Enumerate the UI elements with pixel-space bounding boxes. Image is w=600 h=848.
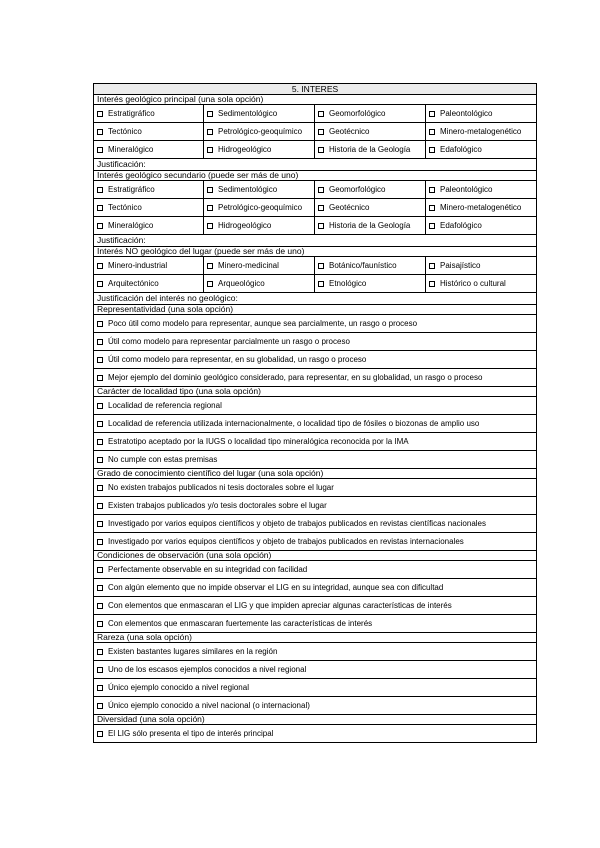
option-row <box>94 579 537 597</box>
option-cell <box>315 199 426 217</box>
option-cell <box>94 661 537 679</box>
option-cell <box>94 597 537 615</box>
option-row <box>94 697 537 715</box>
option-cell <box>204 257 315 275</box>
checkbox[interactable] <box>429 147 435 153</box>
option-cell <box>94 725 537 743</box>
option-label: Edafológico <box>440 145 482 154</box>
option-label: Investigado por varios equipos científicos y objeto de trabajos publicados en revistas científicas nacionales <box>108 519 486 528</box>
checkbox[interactable] <box>97 147 103 153</box>
option-label: Minero-industrial <box>108 261 168 270</box>
option-cell <box>94 123 204 141</box>
section-header: Condiciones de observación (una sola opción) <box>94 551 537 561</box>
section-header-row <box>94 633 537 643</box>
section-header: Diversidad (una sola opción) <box>94 715 537 725</box>
option-row <box>94 643 537 661</box>
section-header-row <box>94 95 537 105</box>
checkbox[interactable] <box>97 357 103 363</box>
option-label: Uno de los escasos ejemplos conocidos a nivel regional <box>108 665 307 674</box>
section-header: Grado de conocimiento científico del lugar (una sola opción) <box>94 469 537 479</box>
checkbox[interactable] <box>429 263 435 269</box>
option-cell <box>426 105 537 123</box>
option-label: Mineralógico <box>108 221 154 230</box>
checkbox[interactable] <box>97 457 103 463</box>
checkbox[interactable] <box>97 539 103 545</box>
option-cell <box>315 275 426 293</box>
option-row <box>94 679 537 697</box>
option-label: Con elementos que enmascaran el LIG y que impiden apreciar algunas características de interés <box>108 601 452 610</box>
option-cell <box>94 369 537 387</box>
option-cell <box>94 275 204 293</box>
checkbox[interactable] <box>97 421 103 427</box>
option-label: Existen trabajos publicados y/o tesis doctorales sobre el lugar <box>108 501 327 510</box>
option-row <box>94 199 537 217</box>
option-row <box>94 561 537 579</box>
section-header: Interés geológico principal (una sola opción) <box>94 95 537 105</box>
option-row <box>94 141 537 159</box>
section-header-row <box>94 305 537 315</box>
checkbox[interactable] <box>97 603 103 609</box>
checkbox[interactable] <box>429 111 435 117</box>
checkbox[interactable] <box>207 147 213 153</box>
option-label: Geotécnico <box>329 127 370 136</box>
option-row <box>94 397 537 415</box>
checkbox[interactable] <box>97 129 103 135</box>
option-label: Único ejemplo conocido a nivel nacional (o internacional) <box>108 701 310 710</box>
option-cell <box>94 533 537 551</box>
checkbox[interactable] <box>207 205 213 211</box>
section-header: Rareza (una sola opción) <box>94 633 537 643</box>
checkbox[interactable] <box>97 339 103 345</box>
option-label: Útil como modelo para representar parcialmente un rasgo o proceso <box>108 337 350 346</box>
option-label: Minero-metalogenético <box>440 127 522 136</box>
option-row <box>94 105 537 123</box>
section-header: Interés NO geológico del lugar (puede ser más de uno) <box>94 247 537 257</box>
checkbox[interactable] <box>318 111 324 117</box>
option-label: Tectónico <box>108 127 142 136</box>
option-label: Petrológico-geoquímico <box>218 127 303 136</box>
option-label: Estratigráfico <box>108 109 155 118</box>
option-cell <box>426 217 537 235</box>
section-title-row <box>94 84 537 95</box>
justification-label: Justificación: <box>94 235 537 247</box>
checkbox[interactable] <box>429 223 435 229</box>
justification-row <box>94 235 537 247</box>
option-row <box>94 123 537 141</box>
option-cell <box>94 181 204 199</box>
option-cell <box>94 105 204 123</box>
checkbox[interactable] <box>207 111 213 117</box>
option-cell <box>94 561 537 579</box>
option-label: Mineralógico <box>108 145 154 154</box>
checkbox[interactable] <box>318 263 324 269</box>
option-label: Existen bastantes lugares similares en la región <box>108 647 278 656</box>
option-label: Estratotipo aceptado por la IUGS o localidad tipo mineralógica reconocida por la IMA <box>108 437 409 446</box>
checkbox[interactable] <box>97 281 103 287</box>
checkbox[interactable] <box>318 281 324 287</box>
option-label: Minero-medicinal <box>218 261 279 270</box>
option-cell <box>204 141 315 159</box>
option-row <box>94 725 537 743</box>
option-cell <box>426 275 537 293</box>
option-cell <box>315 141 426 159</box>
option-row <box>94 217 537 235</box>
option-cell <box>94 479 537 497</box>
option-row <box>94 181 537 199</box>
option-label: Minero-metalogenético <box>440 203 522 212</box>
section-header: Interés geológico secundario (puede ser más de uno) <box>94 171 537 181</box>
option-cell <box>94 217 204 235</box>
option-label: Edafológico <box>440 221 482 230</box>
checkbox[interactable] <box>429 129 435 135</box>
checkbox[interactable] <box>429 205 435 211</box>
interest-form <box>93 83 536 743</box>
option-label: Arqueológico <box>218 279 265 288</box>
option-cell <box>94 497 537 515</box>
checkbox[interactable] <box>97 685 103 691</box>
option-label: No existen trabajos publicados ni tesis doctorales sobre el lugar <box>108 483 334 492</box>
option-cell <box>426 181 537 199</box>
option-cell <box>94 615 537 633</box>
checkbox[interactable] <box>97 521 103 527</box>
option-cell <box>315 123 426 141</box>
option-label: Hidrogeológico <box>218 145 272 154</box>
option-label: Sedimentológico <box>218 109 278 118</box>
option-label: Localidad de referencia utilizada internacionalmente, o localidad tipo de fósiles o biozonas de amplio uso <box>108 419 480 428</box>
option-label: Petrológico-geoquímico <box>218 203 303 212</box>
checkbox[interactable] <box>318 129 324 135</box>
checkbox[interactable] <box>207 187 213 193</box>
option-row <box>94 533 537 551</box>
section-header-row <box>94 715 537 725</box>
option-label: Historia de la Geología <box>329 221 411 230</box>
option-cell <box>94 433 537 451</box>
option-row <box>94 369 537 387</box>
option-label: Poco útil como modelo para representar, aunque sea parcialmente, un rasgo o proceso <box>108 319 418 328</box>
checkbox[interactable] <box>97 567 103 573</box>
option-label: Paisajístico <box>440 261 481 270</box>
section-header-row <box>94 247 537 257</box>
option-cell <box>204 199 315 217</box>
option-row <box>94 433 537 451</box>
option-label: Arquitectónico <box>108 279 159 288</box>
checkbox[interactable] <box>207 263 213 269</box>
checkbox[interactable] <box>97 731 103 737</box>
option-cell <box>204 275 315 293</box>
option-cell <box>94 397 537 415</box>
checkbox[interactable] <box>318 147 324 153</box>
option-cell <box>94 643 537 661</box>
option-label: No cumple con estas premisas <box>108 455 218 464</box>
checkbox[interactable] <box>207 223 213 229</box>
option-label: Con algún elemento que no impide observar el LIG en su integridad, aunque sea con dificultad <box>108 583 444 592</box>
section-title: 5. INTERES <box>94 84 537 95</box>
checkbox[interactable] <box>97 439 103 445</box>
justification-row <box>94 159 537 171</box>
option-cell <box>94 451 537 469</box>
option-row <box>94 597 537 615</box>
option-cell <box>204 217 315 235</box>
option-row <box>94 661 537 679</box>
justification-row <box>94 293 537 305</box>
option-label: Geotécnico <box>329 203 370 212</box>
section-header-row <box>94 171 537 181</box>
checkbox[interactable] <box>97 205 103 211</box>
option-label: Paleontológico <box>440 185 493 194</box>
option-cell <box>204 105 315 123</box>
option-cell <box>426 141 537 159</box>
option-label: Perfectamente observable en su integridad con facilidad <box>108 565 308 574</box>
option-row <box>94 351 537 369</box>
option-cell <box>94 333 537 351</box>
checkbox[interactable] <box>97 223 103 229</box>
option-cell <box>94 315 537 333</box>
checkbox[interactable] <box>97 485 103 491</box>
option-label: Mejor ejemplo del dominio geológico considerado, para representar, en su globalidad, un rasgo o proceso <box>108 373 483 382</box>
checkbox[interactable] <box>97 503 103 509</box>
checkbox[interactable] <box>97 621 103 627</box>
option-cell <box>94 415 537 433</box>
option-cell <box>94 579 537 597</box>
checkbox[interactable] <box>97 187 103 193</box>
option-label: Botánico/faunístico <box>329 261 397 270</box>
option-cell <box>315 181 426 199</box>
checkbox[interactable] <box>97 667 103 673</box>
section-header-row <box>94 387 537 397</box>
checkbox[interactable] <box>97 703 103 709</box>
checkbox[interactable] <box>207 281 213 287</box>
checkbox[interactable] <box>318 223 324 229</box>
checkbox[interactable] <box>97 321 103 327</box>
section-header-row <box>94 551 537 561</box>
option-cell <box>94 351 537 369</box>
interest-table <box>93 83 537 743</box>
option-cell <box>94 141 204 159</box>
section-header-row <box>94 469 537 479</box>
checkbox[interactable] <box>97 375 103 381</box>
section-header: Representatividad (una sola opción) <box>94 305 537 315</box>
option-cell <box>315 105 426 123</box>
option-label: Paleontológico <box>440 109 493 118</box>
checkbox[interactable] <box>429 187 435 193</box>
option-cell <box>426 199 537 217</box>
checkbox[interactable] <box>97 585 103 591</box>
option-label: Etnológico <box>329 279 367 288</box>
option-row <box>94 479 537 497</box>
option-label: Con elementos que enmascaran fuertemente las características de interés <box>108 619 373 628</box>
option-label: Geomorfológico <box>329 109 386 118</box>
option-cell <box>315 257 426 275</box>
option-label: Sedimentológico <box>218 185 278 194</box>
option-cell <box>94 257 204 275</box>
checkbox[interactable] <box>97 403 103 409</box>
option-label: Histórico o cultural <box>440 279 506 288</box>
checkbox[interactable] <box>97 649 103 655</box>
option-row <box>94 615 537 633</box>
option-cell <box>315 217 426 235</box>
option-label: Único ejemplo conocido a nivel regional <box>108 683 249 692</box>
option-row <box>94 275 537 293</box>
checkbox[interactable] <box>318 187 324 193</box>
option-label: Geomorfológico <box>329 185 386 194</box>
option-cell <box>204 123 315 141</box>
option-row <box>94 315 537 333</box>
option-label: Útil como modelo para representar, en su globalidad, un rasgo o proceso <box>108 355 367 364</box>
option-cell <box>94 679 537 697</box>
justification-label: Justificación: <box>94 159 537 171</box>
option-label: Investigado por varios equipos científicos y objeto de trabajos publicados en revistas internacionales <box>108 537 464 546</box>
section-header: Carácter de localidad tipo (una sola opción) <box>94 387 537 397</box>
option-row <box>94 415 537 433</box>
option-row <box>94 497 537 515</box>
option-row <box>94 515 537 533</box>
option-cell <box>94 697 537 715</box>
checkbox[interactable] <box>207 129 213 135</box>
option-label: El LIG sólo presenta el tipo de interés principal <box>108 729 274 738</box>
option-row <box>94 257 537 275</box>
option-cell <box>94 515 537 533</box>
checkbox[interactable] <box>97 111 103 117</box>
option-row <box>94 333 537 351</box>
checkbox[interactable] <box>318 205 324 211</box>
option-label: Hidrogeológico <box>218 221 272 230</box>
option-cell <box>94 199 204 217</box>
option-label: Tectónico <box>108 203 142 212</box>
option-row <box>94 451 537 469</box>
checkbox[interactable] <box>97 263 103 269</box>
option-cell <box>426 257 537 275</box>
checkbox[interactable] <box>429 281 435 287</box>
justification-label: Justificación del interés no geológico: <box>94 293 537 305</box>
option-cell <box>426 123 537 141</box>
option-label: Historia de la Geología <box>329 145 411 154</box>
option-label: Localidad de referencia regional <box>108 401 222 410</box>
option-cell <box>204 181 315 199</box>
option-label: Estratigráfico <box>108 185 155 194</box>
